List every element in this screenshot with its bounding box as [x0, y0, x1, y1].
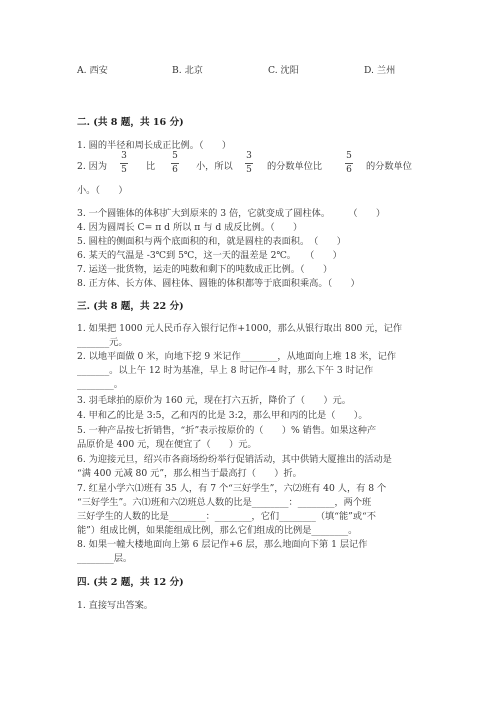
- option-b: B. 北京: [172, 65, 203, 76]
- s2-q2-word-unit2: 的分数单位: [366, 161, 412, 172]
- s3-question-1-line-1: 1. 如果把 1000 元人民币存入银行记作+1000，那么从银行取出 800 元，记作: [77, 323, 403, 334]
- s3-question-8-line-2: ________层。: [77, 553, 133, 564]
- s3-question-6-line-1: 6. 为迎接元旦，绍兴市各商场纷纷举行促销活动，其中供销大厦推出的活动是: [77, 454, 392, 465]
- fraction-5-6-a: [171, 151, 179, 176]
- option-a: A. 西安: [77, 65, 108, 76]
- s3-question-2-line-1: 2. 以地平面做 0 米，向地下挖 9 米记作________，从地面向上堆 18 米，记作: [77, 351, 397, 362]
- fraction-numerator: 3: [121, 151, 127, 161]
- s3-question-7-line-4: 能”）组成比例，如果能组成比例，那么它们组成的比例是________。: [77, 525, 358, 536]
- s3-question-1-line-2: _______元。: [77, 337, 128, 348]
- s3-question-7-line-3: 三好学生的人数的比是________：________，它们________（填“能”或“不: [77, 511, 376, 522]
- s3-question-2-line-3: ________。: [77, 379, 123, 390]
- option-c: C. 沈阳: [268, 65, 299, 76]
- s2-q2-word-unit: 的分数单位比: [267, 161, 323, 172]
- s2-q2-word-small: 小，所以: [196, 161, 233, 172]
- s2-question-4: 4. 因为圆周长 C= π d 所以 π 与 d 成反比例。（ ）: [77, 222, 303, 233]
- s3-question-7-line-1: 7. 红星小学六⑴班有 35 人，有 7 个“三好学生”，六⑵班有 40 人，有 8 个: [77, 483, 387, 494]
- s2-q2-word-bi: 比: [146, 161, 156, 172]
- fraction-numerator: 5: [346, 151, 352, 161]
- s3-question-7-line-2: “三好学生”。六⑴班和六⑵班总人数的比是________：________，两个班: [77, 497, 372, 508]
- s3-question-8-line-1: 8. 如果一幢大楼地面向上第 6 层记作+6 层，那么地面向下第 1 层记作: [77, 539, 368, 550]
- s3-question-2-line-2: _______。以上午 12 时为基准，早上 8 时记作-4 时，那么下午 3 时记作: [77, 365, 374, 376]
- s3-question-3: 3. 羽毛球拍的原价为 160 元，现在打六五折，降价了（ ）元。: [77, 395, 351, 406]
- s2-question-1: 1. 圆的半径和周长成正比例。（ ）: [77, 140, 232, 151]
- section-3-title: 三. (共 8 题，共 22 分): [77, 301, 184, 312]
- s3-question-6-line-2: “满 400 元减 80 元”，那么相当于最高打（ ）折。: [77, 468, 302, 479]
- s3-question-5-line-1: 5. 一种产品按七折销售，“折”表示按原价的（ ）% 销售。如果这种产: [77, 425, 377, 436]
- fraction-3-5-a: [120, 151, 128, 176]
- fraction-numerator: 3: [246, 151, 252, 161]
- section-2-title: 二. (共 8 题，共 16 分): [77, 117, 184, 128]
- fraction-numerator: 5: [172, 151, 178, 161]
- s2-question-5: 5. 圆柱的侧面积与两个底面积的和，就是圆柱的表面积。 （ ）: [77, 236, 346, 247]
- fraction-5-6-b: [345, 151, 353, 176]
- fraction-3-5-b: [245, 151, 253, 176]
- s3-question-4: 4. 甲和乙的比是 3:5，乙和丙的比是 3:2，那么甲和丙的比是（ ）。: [77, 410, 368, 421]
- s2-q2-prefix: 2. 因为: [77, 161, 108, 172]
- fraction-denominator: 6: [346, 165, 352, 175]
- s2-question-3: 3. 一个圆锥体的体积扩大到原来的 3 倍，它就变成了圆柱体。 （ ）: [77, 208, 386, 219]
- fraction-denominator: 5: [246, 165, 252, 175]
- option-d: D. 兰州: [364, 65, 396, 76]
- s2-question-6: 6. 某天的气温是 -3℃到 5℃，这一天的温差是 2℃。 （ ）: [77, 250, 342, 261]
- s3-question-5-line-2: 品原价是 400 元，现在便宜了（ ）元。: [77, 439, 257, 450]
- s2-question-8: 8. 正方体、长方体、圆柱体、圆锥的体积都等于底面积乘高。（ ）: [77, 278, 360, 289]
- section-4-title: 四. (共 2 题，共 12 分): [77, 577, 184, 588]
- s2-q2-line2: 小。（ ）: [77, 185, 128, 196]
- fraction-denominator: 5: [121, 165, 127, 175]
- s4-question-1: 1. 直接写出答案。: [77, 600, 153, 611]
- s2-question-7: 7. 运送一批货物，运走的吨数和剩下的吨数成正比例。（ ）: [77, 264, 333, 275]
- fraction-denominator: 6: [172, 165, 178, 175]
